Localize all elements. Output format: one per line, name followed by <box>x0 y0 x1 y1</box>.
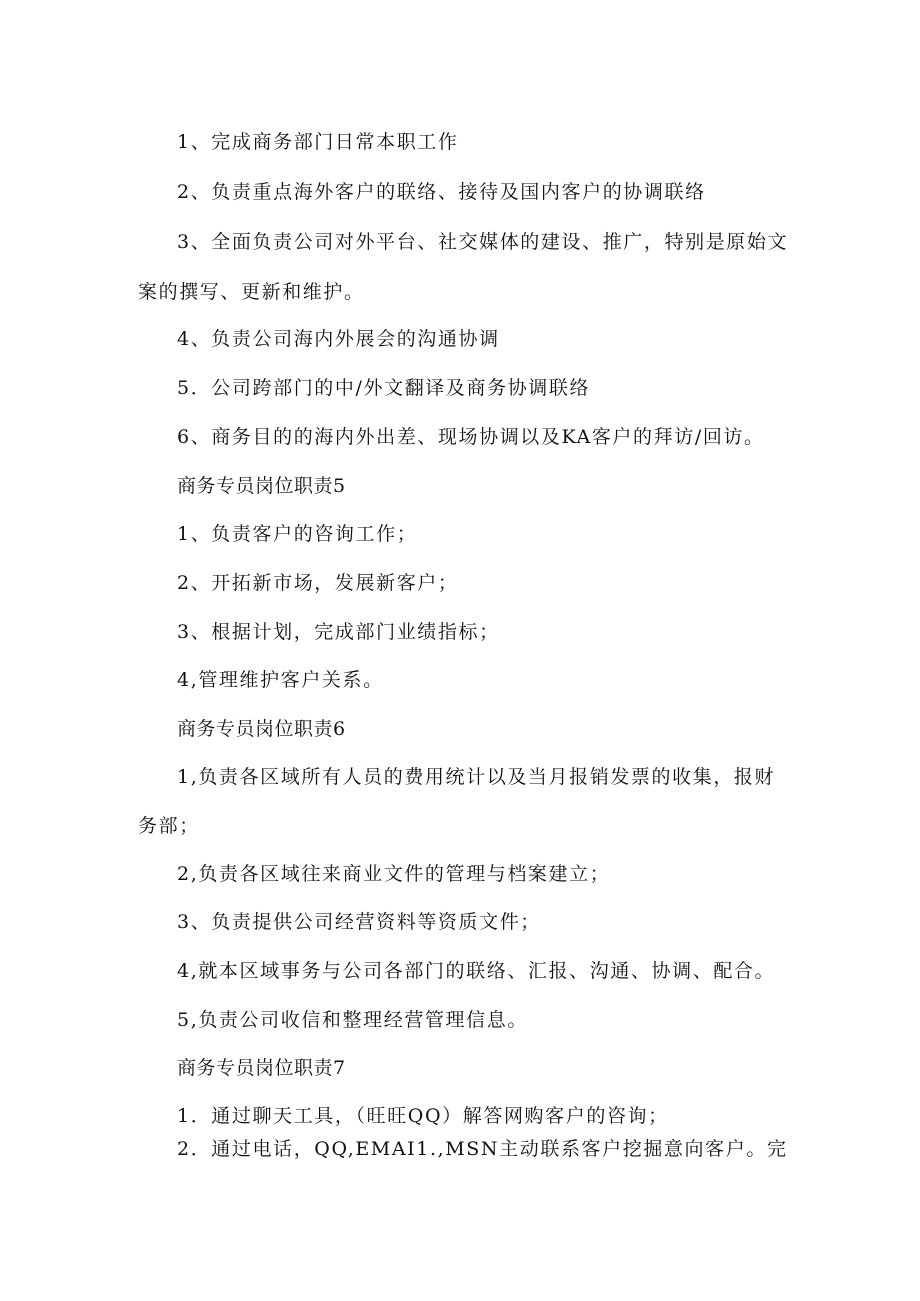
list-item: 4、负责公司海内外展会的沟通协调 <box>177 328 500 350</box>
section-heading: 商务专员岗位职责6 <box>177 718 346 740</box>
list-item: 1、负责客户的咨询工作； <box>177 523 418 545</box>
list-item: 3、根据计划，完成部门业绩指标； <box>177 621 500 643</box>
list-item: 2、开拓新市场，发展新客户； <box>177 572 459 594</box>
list-item: 2、负责重点海外客户的联络、接待及国内客户的协调联络 <box>177 181 706 203</box>
list-item: 2．通过电话，QQ,EMAI1.,MSN主动联系客户挖掘意向客户。完 <box>177 1138 788 1160</box>
list-item: 2,负责各区域往来商业文件的管理与档案建立； <box>177 863 611 885</box>
list-item: 5,负责公司收信和整理经营管理信息。 <box>177 1009 528 1031</box>
list-item: 6、商务目的的海内外出差、现场协调以及KA客户的拜访/回访。 <box>177 426 765 448</box>
list-item: 1．通过聊天工具，（旺旺QQ）解答网购客户的咨询； <box>177 1105 669 1127</box>
list-item: 1、完成商务部门日常本职工作 <box>177 131 459 153</box>
list-item: 3、负责提供公司经营资料等资质文件； <box>177 911 541 933</box>
list-item: 3、全面负责公司对外平台、社交媒体的建设、推广，特别是原始文 <box>177 231 789 253</box>
section-heading: 商务专员岗位职责7 <box>177 1057 346 1079</box>
list-item: 1,负责各区域所有人员的费用统计以及当月报销发票的收集，报财 <box>177 766 776 788</box>
list-item: 4,就本区域事务与公司各部门的联络、汇报、沟通、协调、配合。 <box>177 960 776 982</box>
list-item-continuation: 案的撰写、更新和维护。 <box>138 281 365 303</box>
list-item: 5．公司跨部门的中/外文翻译及商务协调联络 <box>177 377 591 399</box>
list-item: 4,管理维护客户关系。 <box>177 669 384 691</box>
list-item-continuation: 务部； <box>138 815 200 837</box>
section-heading: 商务专员岗位职责5 <box>177 475 346 497</box>
